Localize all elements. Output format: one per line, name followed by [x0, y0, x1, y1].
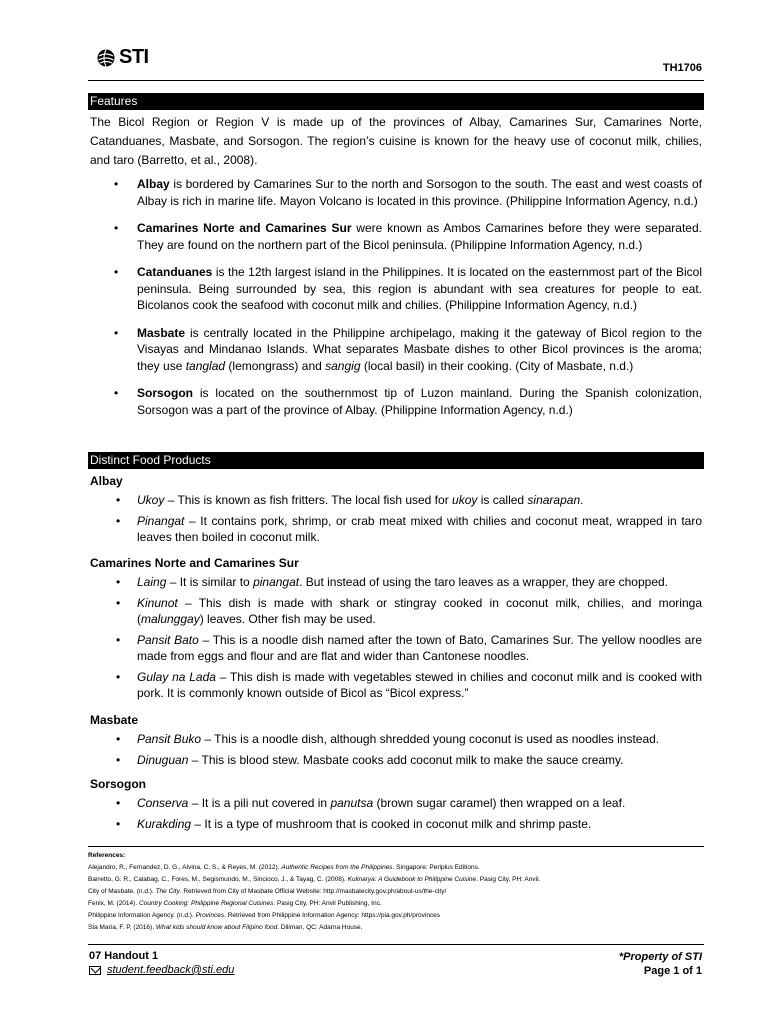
globe-icon	[96, 48, 116, 68]
list-item: • Kurakding – It is a type of mushroom that is cooked in coconut milk and shrimp paste.	[116, 816, 592, 831]
page-number: Page 1 of 1	[643, 965, 702, 977]
list-item: • Kinunot – This dish is made with shark or stingray cooked in coconut milk, chilies, and moringa (malunggay) leaves. Other fish may be used.	[116, 595, 702, 626]
list-item: • Pansit Bato – This is a noodle dish named after the town of Bato, Camarines Sur. The yellow noodles are made from eggs and flour and are flat and wider than Cantonese noodles.	[116, 632, 702, 663]
features-list	[90, 176, 702, 429]
list-item: • Albay is bordered by Camarines Sur to the north and Sorsogon to the south. The east and west coasts of Albay is rich in marine life. Mayon Volcano is located in this province. (Philippine Information Agency, n.d.)	[114, 177, 702, 208]
references-title: References:	[88, 852, 126, 859]
reference-entry: Barretto, G. R., Calabag, C., Fores, M., Segismundo, M., Sincioco, J., & Tayag, C. (2008). Kulinarya: A Guidebook to Philippine Cuisine. Pasig City, PH: Anvil.	[88, 876, 541, 883]
reference-entry: Fenix, M. (2014). Country Cooking: Philippine Regional Cuisines. Pasig City, PH: Anvil Publishing, Inc.	[88, 900, 382, 907]
list-item: • Pinangat – It contains pork, shrimp, or crab meat mixed with chilies and coconut meat, wrapped in taro leaves then boiled in coconut milk.	[116, 513, 702, 544]
camarines-food-list	[90, 574, 702, 706]
footer-right	[619, 950, 702, 978]
masbate-subheading: Masbate	[90, 713, 139, 727]
masbate-food-list	[90, 731, 702, 772]
brand-name: STI	[119, 46, 149, 68]
references	[88, 850, 704, 934]
property-label: *Property of STI	[618, 951, 702, 963]
list-item: • Masbate is centrally located in the Philippine archipelago, making it the gateway of Bicol region to the Visayas and Mindanao Islands. What separates Masbate dishes to other Bicol provinces is the aroma; they use tanglad (lemongrass) and sangig (local basil) in their cooking. (City of Masbate, n.d.)	[114, 325, 702, 373]
list-item: • Camarines Norte and Camarines Sur were known as Ambos Camarines before they were separated. They are found on the northern part of the Bicol peninsula. (Philippine Information Agency, n.d.)	[114, 221, 702, 252]
sorsogon-subheading: Sorsogon	[90, 777, 146, 791]
document-code: TH1706	[662, 62, 702, 74]
list-item: • Ukoy – This is known as fish fritters. The local fish used for ukoy is called sinarapan.	[116, 493, 584, 507]
sti-logo	[96, 46, 149, 69]
handout-label: 07 Handout 1	[89, 950, 159, 962]
header-divider	[88, 80, 704, 81]
reference-entry: Sta Maria, F. P. (2016). What kids should know about Filipino food. Diliman, QC: Adarna House.	[88, 924, 363, 931]
list-item: • Laing – It is similar to pinangat. But instead of using the taro leaves as a wrapper, they are chopped.	[116, 575, 669, 589]
reference-entry: Philippine Information Agency. (n.d.). Provinces. Retrieved from Philippine Information Agency: https://pia.gov.ph/provinces	[88, 912, 441, 919]
list-item: • Catanduanes is the 12th largest island in the Philippines. It is located on the easternmost part of the Bicol peninsula. Being surrounded by sea, this region is abundant with sea creatures for people to eat. Bicolanos cook the seafood with coconut milk and chilies. (Philippine Information Agency, n.d.)	[114, 265, 702, 312]
list-item: • Gulay na Lada – This dish is made with vegetables stewed in chilies and coconut milk and is cooked with pork. It is commonly known outside of Bicol as “Bicol express.”	[116, 669, 702, 700]
sorsogon-food-list	[90, 795, 702, 836]
list-item: • Pansit Buko – This is a noodle dish, although shredded young coconut is used as noodles instead.	[116, 732, 660, 746]
mail-icon	[89, 966, 101, 975]
features-intro: The Bicol Region or Region V is made up of the provinces of Albay, Camarines Sur, Camarines Norte, Catanduanes, Masbate, and Sorsogon. The region’s cuisine is known for the heavy use of coconut milk, chilies, and taro (Barretto, et al., 2008).	[90, 115, 702, 167]
list-item: • Sorsogon is located on the southernmost tip of Luzon mainland. During the Spanish colonization, Sorsogon was a part of the province of Albay. (Philippine Information Agency, n.d.)	[114, 386, 702, 417]
list-item: • Dinuguan – This is blood stew. Masbate cooks add coconut milk to make the sauce creamy.	[116, 752, 624, 767]
albay-food-list	[90, 492, 702, 550]
reference-entry: City of Masbate. (n.d.). The City. Retrieved from City of Masbate Official Website: http://masbatecity.gov.ph/about-us/the-city/	[88, 888, 447, 895]
camarines-subheading: Camarines Norte and Camarines Sur	[90, 556, 299, 570]
albay-subheading: Albay	[90, 474, 123, 488]
reference-entry: Alejandro, R., Fernandez, D. G., Alvina, C. S., & Reyes, M. (2012). Authentic Recipes from the Philippines. Singapore: Periplus Editions.	[88, 864, 480, 871]
footer-divider	[88, 944, 704, 945]
references-divider	[88, 846, 704, 847]
feedback-email-link[interactable]: student.feedback@sti.edu	[107, 964, 235, 976]
feedback-email	[89, 964, 234, 976]
distinct-food-heading: Distinct Food Products	[88, 452, 704, 469]
list-item: • Conserva – It is a pili nut covered in panutsa (brown sugar caramel) then wrapped on a leaf.	[116, 796, 626, 810]
features-heading: Features	[88, 93, 704, 110]
